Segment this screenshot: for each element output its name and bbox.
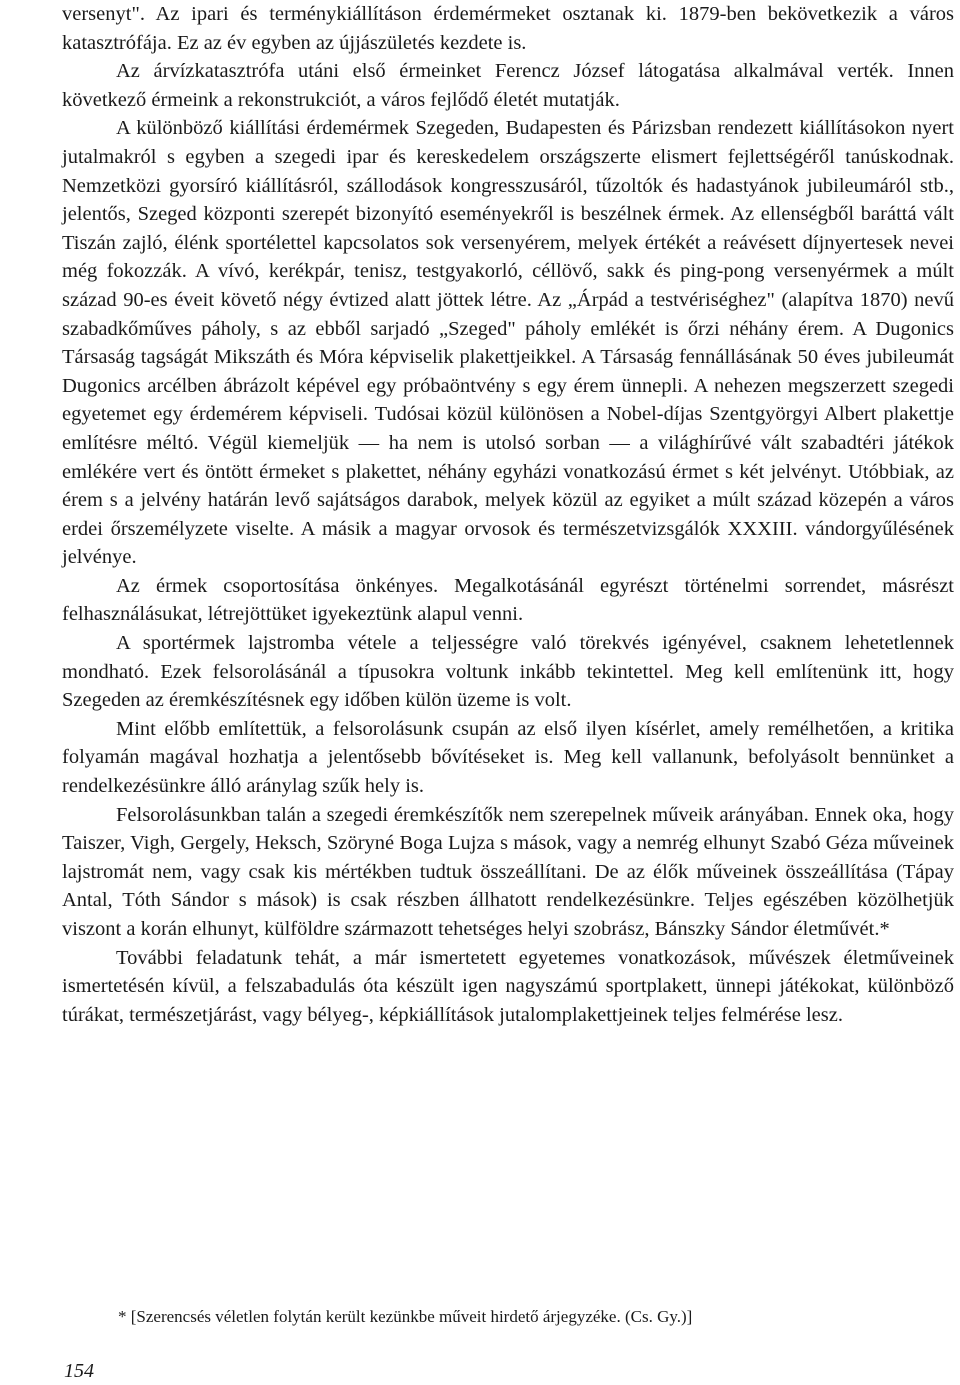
- paragraph: Felsorolásunkban talán a szegedi éremkészítők nem szerepelnek műveik arányában. Ennek oka, hogy Taiszer, Vigh, Gergely, Heksch, Szöryné Boga Lujza s mások, vagy a nemrég elhunyt Szabó Géza műveinek lajstromát nem, vagy csak kis mértékben tudtuk összeállítani. De az élők műveinek összeállítása (Tápay Antal, Tóth Sándor s mások) is csak részben állhatott rendelkezésünkre. Teljes egészében közölhetjük viszont a korán elhunyt, külföldre származott tehetséges helyi szobrász, Bánszky Sándor életművét.*: [62, 803, 954, 940]
- body-text: [62, 0, 954, 1029]
- page-number: 154: [64, 1360, 94, 1382]
- footnote: * [Szerencsés véletlen folytán került kezünkbe műveit hirdető árjegyzéke. (Cs. Gy.)]: [118, 1307, 693, 1326]
- paragraph: A különböző kiállítási érdemérmek Szegeden, Budapesten és Párizsban rendezett kiállításokon nyert jutalmakról s egyben a szegedi ipar és kereskedelem országszerte elismert fejlettségéről tanúskodnak. Nemzetközi gyorsíró kiállításról, szállodások kongresszusáról, tűzoltók és hadastyánok jubileumáról stb., jelentős, Szeged központi szerepét bizonyító eseményekről is beszélnek érmek. Az ellenségből baráttá vált Tiszán zajló, élénk sportélettel kapcsolatos sok versenyérem, melyek értékét a reávésett díjnyertesek nevei még fokozzák. A vívó, kerékpár, tenisz, testgyakorló, céllövő, sakk és ping-pong versenyérmek a múlt század 90-es éveit követő négy évtized alatt jöttek létre. Az „Árpád a testvériséghez" (alapítva 1870) nevű szabadkőműves páholy, s az ebből sarjadó „Szeged" páholy emlékét is őrzi néhány érem. A Dugonics Társaság tagságát Mikszáth és Móra képviselik plakettjeikkel. A Társaság fennállásának 50 éves jubileumát Dugonics arcélben ábrázolt képével egy próbaöntvény s egy érem ünnepli. A nehezen megszerzett szegedi egyetemet egy érdemérem képviseli. Tudósai közül különösen a Nobel-díjas Szentgyörgyi Albert plakettje említésre méltó. Végül kiemeljük — ha nem is utolsó sorban — a világhírűvé vált szabadtéri játékok emlékére vert és öntött érmeket s plakettet, néhány egyházi vonatkozású érmet s két jelvényt. Utóbbiak, az érem s a jelvény határán levő sajátságos darabok, melyek közül az egyiket a múlt század közepén a város erdei őrszemélyzete viselte. A másik a magyar orvosok és természetvizsgálók XXXIII. vándorgyűlésének jelvénye.: [62, 117, 954, 569]
- paragraph: Az érmek csoportosítása önkényes. Megalkotásánál egyrészt történelmi sorrendet, másrészt felhasználásukat, létrejöttüket igyekeztünk alapul venni.: [62, 574, 954, 626]
- paragraph: Az árvízkatasztrófa utáni első érmeinket Ferencz József látogatása alkalmával verték. Innen következő érmeink a rekonstrukciót, a város fejlődő életét mutatják.: [62, 60, 954, 111]
- paragraph: További feladatunk tehát, a már ismertetett egyetemes vonatkozások, művészek életműveinek ismertetésén kívül, a felszabadulás óta készült igen nagyszámú sportplakett, ünnepi játékokat, különböző túrákat, természetjárást, vagy bélyeg-, képkiállítások jutalomplakettjeinek teljes felmérése lesz.: [62, 946, 954, 1026]
- paragraph: Mint előbb említettük, a felsorolásunk csupán az első ilyen kísérlet, amely remélhetően, a kritika folyamán magával hozhatja a jelentősebb bővítéseket is. Meg kell vallanunk, befolyásolt bennünket a rendelkezésünkre álló aránylag szűk hely is.: [62, 717, 954, 798]
- paragraph: A sportérmek lajstromba vétele a teljességre való törekvés igényével, csaknem lehetetlennek mondható. Ezek felsorolásánál a típusokra voltunk inkább tekintettel. Meg kell említenünk itt, hogy Szegeden az éremkészítésnek egy időben külön üzeme is volt.: [62, 632, 954, 712]
- paragraph: versenyt". Az ipari és terménykiállításon érdemérmeket osztanak ki. 1879-ben bekövetkezik a város katasztrófája. Ez az év egyben az újjászületés kezdete is.: [62, 3, 954, 54]
